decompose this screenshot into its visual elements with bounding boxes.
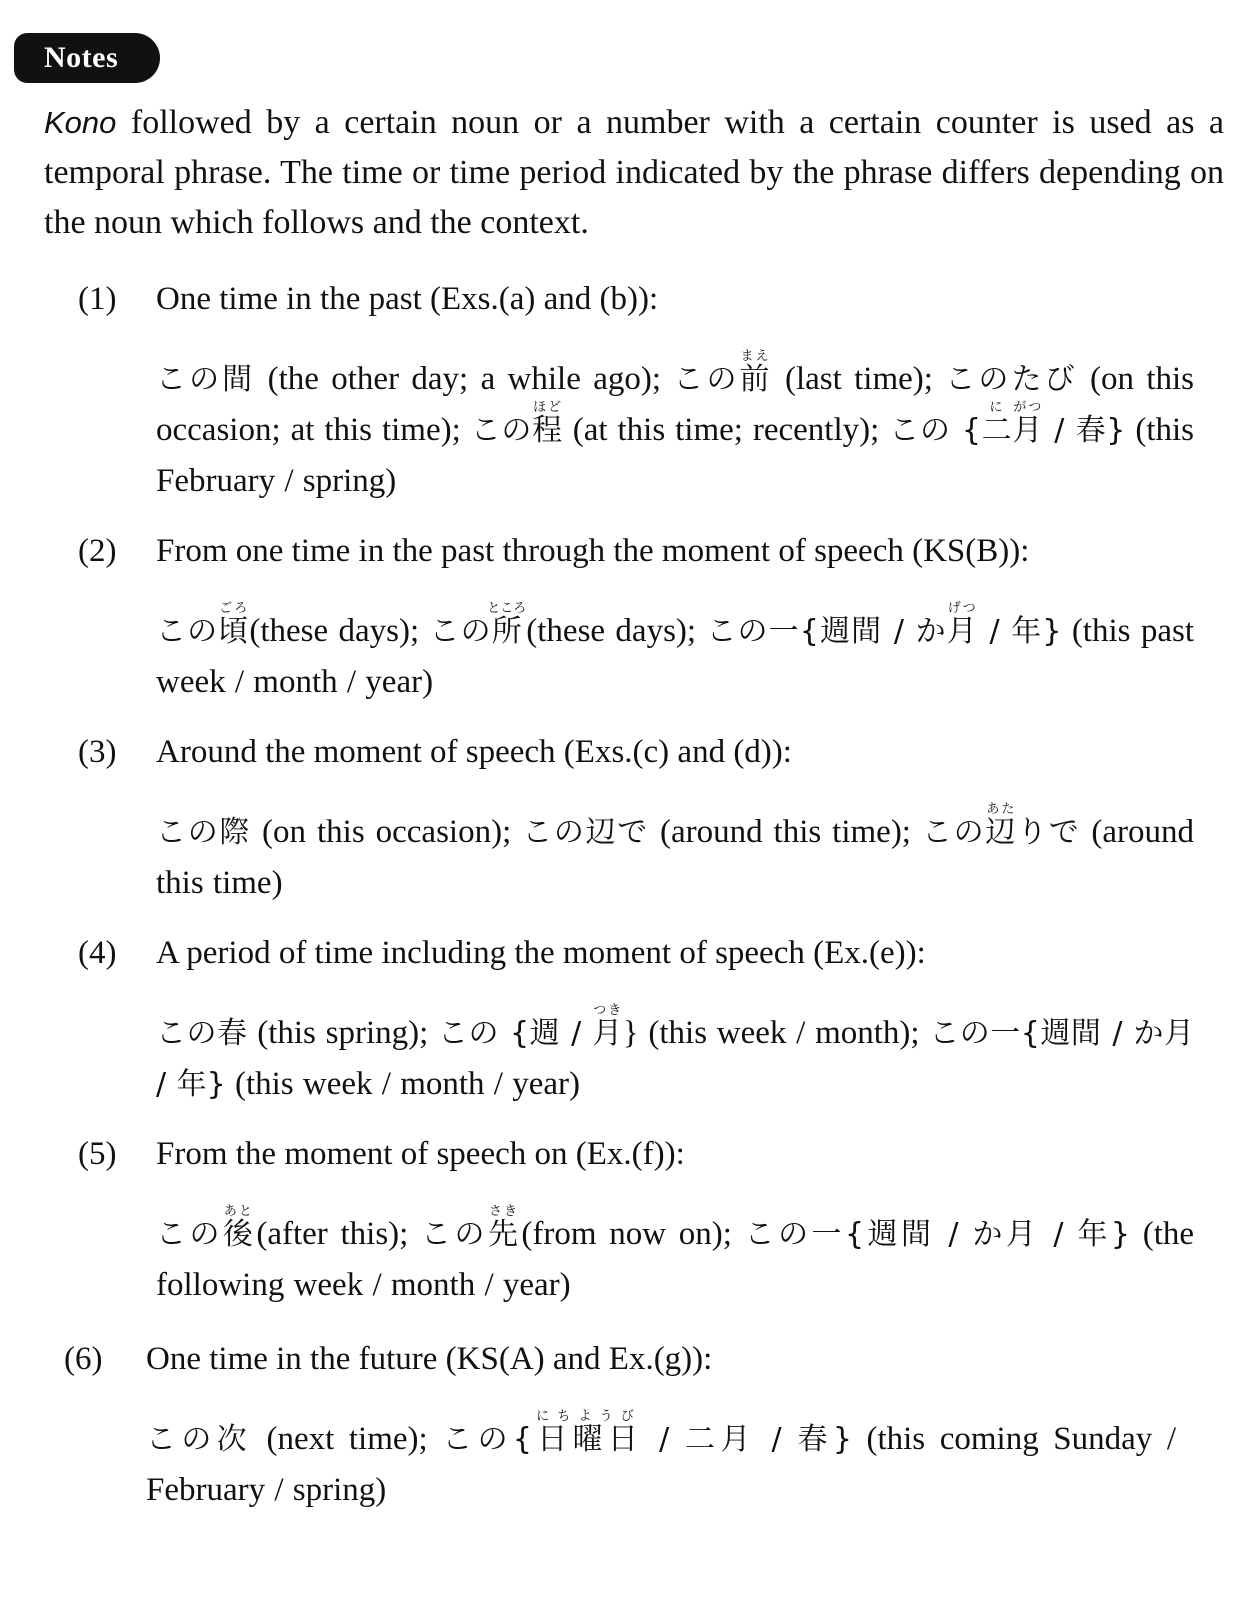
japanese-expression: この	[421, 1217, 488, 1252]
furigana-reading: に	[980, 400, 1011, 415]
english-gloss: (around this time);	[649, 814, 922, 850]
item-number: (4)	[78, 935, 117, 971]
japanese-expression: この辺で	[522, 815, 650, 850]
item-number: (1)	[78, 281, 117, 317]
english-gloss: (this week / month / year)	[225, 1066, 580, 1102]
item-examples	[156, 1003, 1194, 1110]
item-number: (2)	[78, 533, 117, 569]
item-heading: One time in the future (KS(A) and Ex.(g)):	[146, 1341, 713, 1377]
japanese-expression: この	[429, 614, 492, 649]
japanese-expression: この	[470, 413, 533, 448]
japanese-expression: りで	[1017, 815, 1081, 850]
japanese-expression: この際	[156, 815, 252, 850]
item-number: (5)	[78, 1136, 117, 1172]
japanese-expression: この一{週間 / か月 / 年}	[744, 1217, 1130, 1252]
furigana-word: 月つき	[592, 1003, 623, 1051]
japanese-expression: この {	[889, 413, 981, 448]
japanese-expression: この	[921, 815, 986, 850]
furigana-reading: ところ	[487, 601, 527, 616]
english-gloss: (this February / spring)	[156, 412, 1195, 499]
furigana-word: 頃ごろ	[218, 601, 250, 649]
item-examples	[146, 1409, 1176, 1515]
english-gloss: (the other day; a while ago);	[255, 361, 674, 397]
notes-badge: Notes	[14, 33, 160, 83]
japanese-expression: この次	[146, 1422, 252, 1457]
english-gloss: (after this);	[256, 1216, 422, 1252]
english-gloss: (on this occasion; at this time);	[156, 361, 1195, 448]
furigana-word: 日曜日にちようび	[531, 1409, 644, 1457]
kono-term: Kono	[44, 105, 117, 140]
furigana-word: 二に	[980, 400, 1013, 448]
english-gloss: (the following week / month / year)	[156, 1216, 1195, 1303]
japanese-expression: この一{週間 / か月 / 年}	[156, 1016, 1195, 1102]
item-examples	[156, 1204, 1194, 1310]
furigana-word: 所ところ	[487, 601, 527, 649]
japanese-expression: このたび	[945, 362, 1078, 397]
japanese-expression: この	[156, 614, 219, 649]
english-gloss: }	[622, 1015, 639, 1051]
japanese-expression: この一{週間 / か	[706, 614, 947, 649]
japanese-expression: / 二月 / 春}	[643, 1422, 852, 1457]
furigana-reading: ごろ	[218, 601, 249, 616]
japanese-expression: この春	[156, 1016, 248, 1051]
furigana-word: 先さき	[487, 1204, 522, 1252]
item-heading: Around the moment of speech (Exs.(c) and (d)):	[156, 734, 792, 770]
english-gloss: (next time);	[251, 1421, 443, 1457]
item-number: (6)	[64, 1341, 103, 1377]
furigana-reading: にちようび	[531, 1409, 638, 1424]
item-examples	[156, 601, 1194, 707]
furigana-reading: さき	[487, 1204, 518, 1219]
furigana-word: 月げつ	[946, 601, 978, 649]
japanese-expression: この{	[442, 1422, 532, 1457]
furigana-reading: がつ	[1012, 400, 1043, 415]
furigana-reading: つき	[592, 1003, 623, 1018]
japanese-expression: この間	[156, 362, 256, 397]
english-gloss: (last time);	[772, 361, 946, 397]
japanese-expression: この	[673, 362, 740, 397]
furigana-word: 程ほど	[532, 400, 563, 448]
english-gloss: (these days);	[526, 613, 707, 649]
item-examples	[156, 802, 1194, 908]
furigana-word: 後あと	[222, 1204, 257, 1252]
item-heading: One time in the past (Exs.(a) and (b)):	[156, 281, 659, 317]
english-gloss: (around this time)	[156, 814, 1195, 901]
english-gloss: (these days);	[249, 613, 430, 649]
furigana-word: 月がつ	[1012, 400, 1044, 448]
furigana-reading: あと	[222, 1204, 253, 1219]
english-gloss: (this coming Sunday / February / spring)	[146, 1421, 1176, 1508]
english-gloss: (on this occasion);	[251, 814, 523, 850]
item-heading: From one time in the past through the moment of speech (KS(B)):	[156, 533, 1030, 569]
english-gloss: (this spring);	[247, 1015, 439, 1051]
furigana-reading: あた	[985, 802, 1016, 817]
furigana-reading: ほど	[532, 400, 563, 415]
english-gloss: (from now on);	[521, 1216, 745, 1252]
furigana-reading: まえ	[739, 349, 770, 364]
intro-text: followed by a certain noun or a number with a certain counter is used as a temporal phrase. The time or time period indicated by the phrase differs depending on the noun which follows and the context.	[44, 104, 1224, 241]
item-heading: From the moment of speech on (Ex.(f)):	[156, 1136, 685, 1172]
english-gloss: (this week / month);	[638, 1015, 930, 1051]
intro-paragraph	[44, 98, 1224, 248]
japanese-expression: この {週 /	[438, 1016, 593, 1051]
furigana-word: 前まえ	[739, 349, 773, 397]
english-gloss: (at this time; recently);	[562, 412, 890, 448]
furigana-reading: げつ	[946, 601, 977, 616]
japanese-expression: この	[156, 1217, 223, 1252]
item-examples	[156, 349, 1194, 506]
item-heading: A period of time including the moment of speech (Ex.(e)):	[156, 935, 926, 971]
furigana-word: 辺あた	[985, 802, 1018, 850]
english-gloss: (this past week / month / year)	[156, 613, 1195, 700]
japanese-expression: / 春}	[1043, 413, 1126, 448]
item-number: (3)	[78, 734, 117, 770]
japanese-expression: / 年}	[977, 614, 1062, 649]
